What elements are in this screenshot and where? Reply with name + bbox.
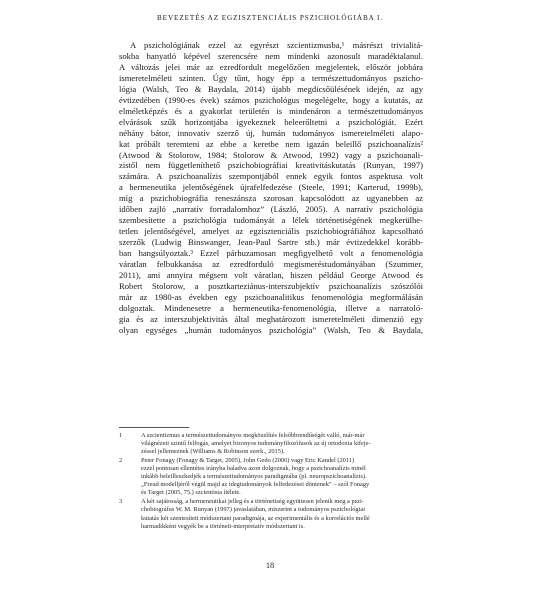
- footnote: [119, 498, 423, 530]
- body-line: sokba hanyatló képével szerencsére nem mindenki azonosult maradéktalanul.: [119, 50, 423, 61]
- footnote-divider: [119, 427, 189, 428]
- body-line: tetlen jelentőségével, amelyet az egzisztenciális pszichobiográfiához kapcsolható: [119, 226, 423, 237]
- body-line: Robert Stolorow, a posztkarteziánus-interszubjektív pszichoanalízis szószólói: [119, 280, 423, 291]
- body-line: számára. A pszichoanalízis szempontjából ennek egyik fontos aspektusa volt: [119, 171, 423, 182]
- footnote-line: A szcientizmus a természettudományos megközelítés felsőbbrendűségét valló, már-már: [141, 432, 365, 439]
- body-line: zistől nem függetleníthető pszichobiográfiai kreativitáskutatás (Runyan, 1997): [119, 160, 423, 171]
- footnote-line: kutatás két szentesített módszertani paradigmája, az experimentális és a korrelációs mellé: [141, 514, 370, 522]
- footnote-line: Peter Fonagy (Fonagy & Target, 2005), John Gedo (2006) vagy Eric Kandel (2011): [141, 457, 355, 465]
- footnote-line: harmadikként vegyék be a történeti-interpretatív módszertant is.: [141, 522, 305, 530]
- footnote-line: inkább beleilleszkedjék a természettudományos paradigmába (pl. neuropszichoanalízis).: [141, 473, 367, 481]
- footnote-line: és Target (2005, 75.) szcientista ítélete.: [141, 489, 241, 497]
- body-line: dolgoztak. Mindenesetre a hermeneutika-fenomenológia, illetve a narratoló-: [119, 302, 423, 313]
- footnote-line: ezzel pontosan ellentétes irányba haladva azon dolgoznak, hogy a pszichoanalízis minél: [141, 465, 366, 473]
- body-line: évtizedében (1990-es évek) számos pszichológus megelégelte, hogy a kutatás, az: [119, 94, 423, 105]
- body-line: már az 1980-as években egy pszichoanalitikus fenomenológia megformálásán: [119, 291, 423, 302]
- body-line: míg a pszichobiográfia reneszánsza szorosan kapcsolódott az ugyanebben az: [119, 193, 423, 204]
- body-line: néhány bátor, innovatív szerző új, humán tudományos ismeretelméleti alapo-: [119, 127, 423, 138]
- footnote-line: chobiográfus W. M. Runyan (1997) javaslatában, miszerint a tudományos pszichológiai: [141, 506, 365, 514]
- page-number: 18: [265, 561, 275, 570]
- body-line: szembesítette a pszichológia tudományát a lélek történetiségének megkerülhe-: [119, 215, 423, 226]
- body-line: 2011), ami annyira mégsem volt váratlan, hiszen például George Atwood és: [119, 270, 423, 281]
- footnote-line: A két sajátosság, a hermeneutikai jelleg és a történetiség együttesen jelenik meg a pszi-: [141, 498, 364, 506]
- footnote-number: 1: [119, 432, 123, 439]
- body-line: ban hangsúlyoztak.³ Ezzel párhuzamosan megfigyelhető volt a fenomenológia: [119, 248, 423, 259]
- body-line: ismeretelméleti szinten. Úgy tűnt, hogy épp a természettudományos pszicho-: [119, 72, 423, 83]
- body-line: a hermeneutika jelentőségének újrafelfedezése (Steele, 1991; Karterud, 1999b),: [119, 182, 423, 193]
- body-line: lógia (Walsh, Teo & Baydala, 2014) újabb megdicsőülésének idején, az agy: [119, 83, 423, 94]
- body-text: [119, 40, 423, 336]
- body-line: olyan egységes „humán tudományos pszichológia” (Walsh, Teo & Baydala,: [119, 324, 423, 335]
- footnotes: [119, 432, 423, 532]
- body-line: kat próbált teremteni az ebbe a keretbe nem igazán beleillő pszichoanalízis²: [119, 138, 423, 149]
- body-line: szerzők (Ludwig Binswanger, Jean-Paul Sartre stb.) már évtizedekkel korább-: [119, 237, 423, 248]
- footnote-line: „Freud modelljéről végül majd az idegtudományok felfedezései döntenek” – szól Fonagy: [141, 481, 370, 489]
- footnote-line: zéssel jellemeznek (Williams & Robinson szerk., 2015).: [141, 448, 285, 456]
- body-line: elméletképzés és a gyakorlat területén is mindenáron a természettudományos: [119, 105, 423, 116]
- footnote-number: 2: [119, 457, 123, 465]
- body-line: időben zajló „narratív forradalomhoz” (László, 2005). A narratív pszichológia: [119, 204, 423, 215]
- body-line: (Atwood & Stolorow, 1984; Stolorow & Atwood, 1992) vagy a pszichoanali-: [119, 149, 423, 160]
- footnote-number: 3: [119, 498, 123, 506]
- footnote-line: világnézeti szintű felfogás, amelyet bizonyos tudományfilozófusok az új ortodoxia kifeje-: [141, 440, 371, 448]
- body-line: elvárások szűk horizontjába igyekeznek beleerőltetni a pszichológiát. Ezért: [119, 116, 423, 127]
- body-line: A pszichológiának ezzel az egyrészt szcientizmusba,¹ másrészt trivialitá-: [130, 40, 423, 50]
- body-line: gia és az interszubjektivitás által meghatározott ismeretelméleti dimenzió egy: [119, 313, 423, 324]
- footnote: [119, 432, 423, 456]
- body-line: A változás jelei már az ezredfordult megelőzően megjelentek, először jobbára: [119, 61, 423, 72]
- body-line: váratlan felbukkanása az ezredforduló megismeréstudományában (Szummer,: [119, 259, 423, 270]
- footnote: [119, 457, 423, 497]
- running-head: BEVEZETÉS AZ EGZISZTENCIÁLIS PSZICHOLÓGIÁBA I.: [156, 14, 384, 22]
